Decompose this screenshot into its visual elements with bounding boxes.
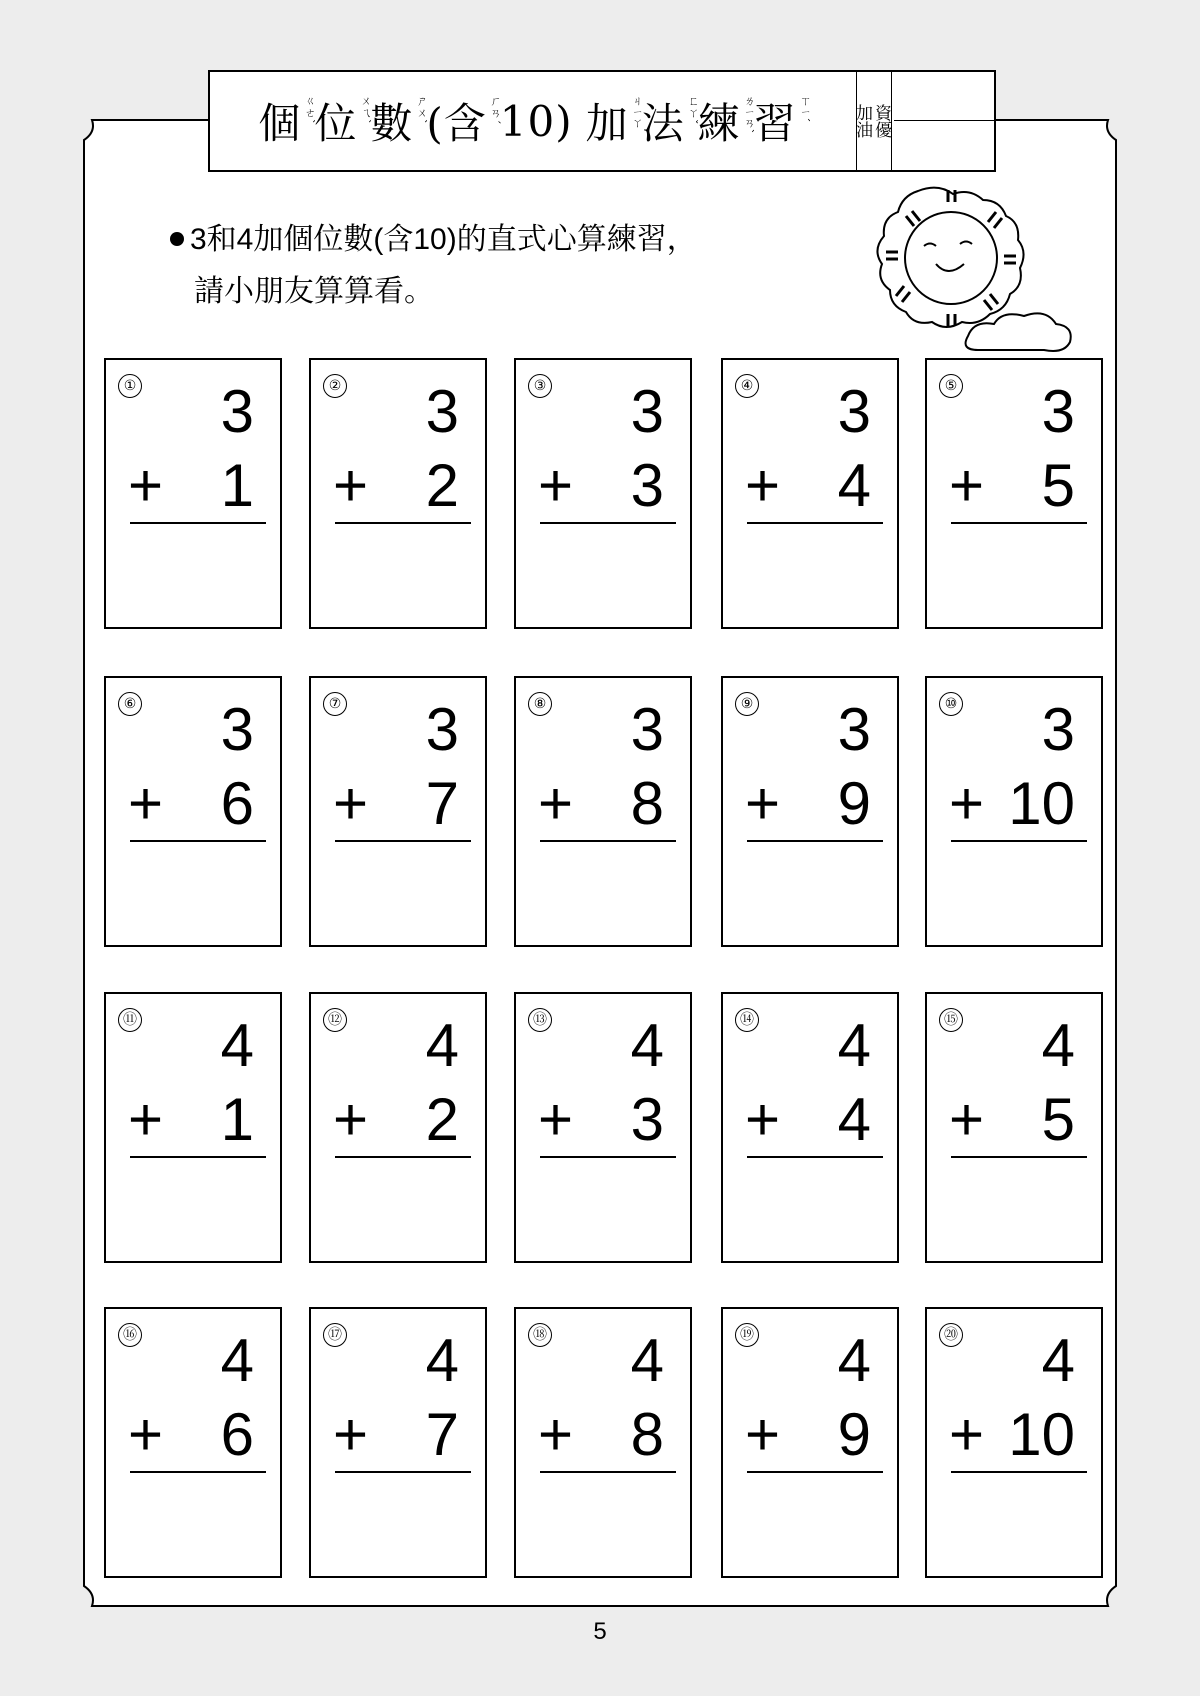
bopomofo-annotation: ㄏㄢˊ	[488, 95, 502, 126]
first-addend: 4	[630, 1327, 664, 1394]
first-addend: 3	[837, 696, 871, 763]
problem-number: ①	[118, 374, 142, 398]
problem-number: ⑥	[118, 692, 142, 716]
answer-line	[540, 522, 676, 524]
second-addend: 3	[630, 452, 664, 519]
problem-card	[309, 1307, 487, 1578]
plus-sign: +	[538, 1401, 574, 1468]
second-addend: 8	[630, 770, 664, 837]
problem-card	[514, 358, 692, 629]
bopomofo-annotation: ㄈㄚˇ	[686, 95, 700, 126]
problem-card	[925, 676, 1103, 947]
first-addend: 3	[220, 696, 254, 763]
problem-card	[104, 358, 282, 629]
problem-number: ⑰	[323, 1323, 347, 1347]
title-char: 個 ㄍㄜˋ	[258, 95, 317, 148]
problem-number: ⑭	[735, 1008, 759, 1032]
problem-card	[514, 1307, 692, 1578]
answer-line	[130, 522, 266, 524]
plus-sign: +	[538, 1086, 574, 1153]
second-addend: 5	[1041, 1086, 1075, 1153]
plus-sign: +	[949, 770, 985, 837]
answer-line	[130, 1471, 266, 1473]
first-addend: 4	[1041, 1327, 1075, 1394]
bopomofo-annotation: ㄨㄟˋ	[359, 95, 373, 126]
sun-illustration	[848, 186, 1078, 356]
answer-line	[747, 522, 883, 524]
problem-card	[104, 992, 282, 1263]
plus-sign: +	[333, 1086, 369, 1153]
second-addend: 6	[220, 1401, 254, 1468]
problem-card	[104, 676, 282, 947]
plus-sign: +	[745, 1086, 781, 1153]
first-addend: 4	[425, 1012, 459, 1079]
problem-number: ②	[323, 374, 347, 398]
title-stamp	[853, 72, 892, 170]
answer-line	[540, 840, 676, 842]
problem-card	[104, 1307, 282, 1578]
second-addend: 6	[220, 770, 254, 837]
second-addend: 9	[837, 770, 871, 837]
first-addend: 3	[630, 378, 664, 445]
first-addend: 4	[1041, 1012, 1075, 1079]
title-char: 位 ㄨㄟˋ	[314, 95, 373, 148]
instructions	[170, 214, 697, 318]
first-addend: 3	[630, 696, 664, 763]
problem-number: ⑦	[323, 692, 347, 716]
answer-line	[335, 840, 471, 842]
plus-sign: +	[128, 1401, 164, 1468]
problem-card	[925, 1307, 1103, 1578]
title-char: 習 ㄒㄧˊ	[753, 95, 812, 148]
first-addend: 4	[837, 1012, 871, 1079]
first-addend: 4	[220, 1327, 254, 1394]
problem-card	[309, 992, 487, 1263]
first-addend: 3	[1041, 696, 1075, 763]
problem-number: ⑧	[528, 692, 552, 716]
title-box	[208, 70, 996, 172]
problem-number: ⑨	[735, 692, 759, 716]
plus-sign: +	[333, 1401, 369, 1468]
first-addend: 3	[1041, 378, 1075, 445]
problem-number: ⑮	[939, 1008, 963, 1032]
instruction-line-1: 3和4加個位數(含10)的直式心算練習，	[190, 223, 697, 256]
problem-card	[721, 992, 899, 1263]
answer-line	[130, 1156, 266, 1158]
second-addend: 5	[1041, 452, 1075, 519]
title-char: 練 ㄌㄧㄢˋ	[697, 95, 756, 148]
problem-card	[721, 1307, 899, 1578]
second-addend: 7	[425, 770, 459, 837]
plus-sign: +	[128, 1086, 164, 1153]
plus-sign: +	[128, 770, 164, 837]
plus-sign: +	[128, 452, 164, 519]
bopomofo-annotation: ㄌㄧㄢˋ	[742, 95, 756, 136]
second-addend: 3	[630, 1086, 664, 1153]
plus-sign: +	[333, 452, 369, 519]
problem-number: ③	[528, 374, 552, 398]
answer-line	[951, 840, 1087, 842]
second-addend: 4	[837, 1086, 871, 1153]
problem-card	[514, 676, 692, 947]
title-char: 10)	[499, 96, 573, 146]
answer-line	[747, 1471, 883, 1473]
answer-line	[335, 522, 471, 524]
plus-sign: +	[333, 770, 369, 837]
first-addend: 3	[425, 696, 459, 763]
page-title	[210, 72, 850, 170]
answer-line	[335, 1156, 471, 1158]
second-addend: 10	[1008, 1401, 1075, 1468]
problem-card	[925, 992, 1103, 1263]
problem-number: ⑳	[939, 1323, 963, 1347]
bopomofo-annotation: ㄍㄜˋ	[303, 95, 317, 126]
first-addend: 3	[425, 378, 459, 445]
second-addend: 9	[837, 1401, 871, 1468]
bopomofo-annotation: ㄐㄧㄚ	[630, 95, 644, 129]
first-addend: 3	[837, 378, 871, 445]
second-addend: 2	[425, 452, 459, 519]
title-char: 加 ㄐㄧㄚ	[585, 95, 644, 148]
problem-number: ⑬	[528, 1008, 552, 1032]
bopomofo-annotation: ㄕㄨˋ	[415, 95, 429, 126]
second-addend: 2	[425, 1086, 459, 1153]
problem-card	[309, 676, 487, 947]
problem-card	[925, 358, 1103, 629]
title-char: (含 ㄏㄢˊ	[426, 95, 502, 148]
answer-line	[540, 1156, 676, 1158]
plus-sign: +	[949, 1086, 985, 1153]
problem-card	[514, 992, 692, 1263]
first-addend: 3	[220, 378, 254, 445]
first-addend: 4	[220, 1012, 254, 1079]
answer-line	[335, 1471, 471, 1473]
page-number: 5	[593, 1618, 607, 1645]
plus-sign: +	[745, 1401, 781, 1468]
problem-number: ⑤	[939, 374, 963, 398]
second-addend: 1	[220, 452, 254, 519]
first-addend: 4	[630, 1012, 664, 1079]
answer-line	[951, 1156, 1087, 1158]
answer-line	[747, 840, 883, 842]
problem-number: ⑫	[323, 1008, 347, 1032]
plus-sign: +	[949, 1401, 985, 1468]
bopomofo-annotation: ㄒㄧˊ	[798, 95, 812, 124]
problem-number: ⑱	[528, 1323, 552, 1347]
second-addend: 7	[425, 1401, 459, 1468]
stamp-text-2: 加油	[853, 104, 872, 138]
answer-line	[130, 840, 266, 842]
stamp-text-1: 資優	[872, 104, 891, 138]
answer-line	[747, 1156, 883, 1158]
answer-line	[951, 1471, 1087, 1473]
plus-sign: +	[538, 770, 574, 837]
first-addend: 4	[425, 1327, 459, 1394]
stamp-divider	[894, 120, 994, 121]
second-addend: 4	[837, 452, 871, 519]
plus-sign: +	[949, 452, 985, 519]
problem-number: ⑪	[118, 1008, 142, 1032]
first-addend: 4	[837, 1327, 871, 1394]
second-addend: 1	[220, 1086, 254, 1153]
plus-sign: +	[745, 770, 781, 837]
second-addend: 10	[1008, 770, 1075, 837]
problem-number: ⑲	[735, 1323, 759, 1347]
title-char: 數 ㄕㄨˋ	[370, 95, 429, 148]
answer-line	[540, 1471, 676, 1473]
problem-card	[721, 358, 899, 629]
problem-number: ④	[735, 374, 759, 398]
bullet-icon	[170, 232, 184, 246]
problem-card	[309, 358, 487, 629]
problem-number: ⑯	[118, 1323, 142, 1347]
answer-line	[951, 522, 1087, 524]
title-char: 法 ㄈㄚˇ	[641, 95, 700, 148]
problem-number: ⑩	[939, 692, 963, 716]
second-addend: 8	[630, 1401, 664, 1468]
instruction-line-2: 請小朋友算算看。	[194, 275, 434, 308]
plus-sign: +	[538, 452, 574, 519]
problem-card	[721, 676, 899, 947]
plus-sign: +	[745, 452, 781, 519]
